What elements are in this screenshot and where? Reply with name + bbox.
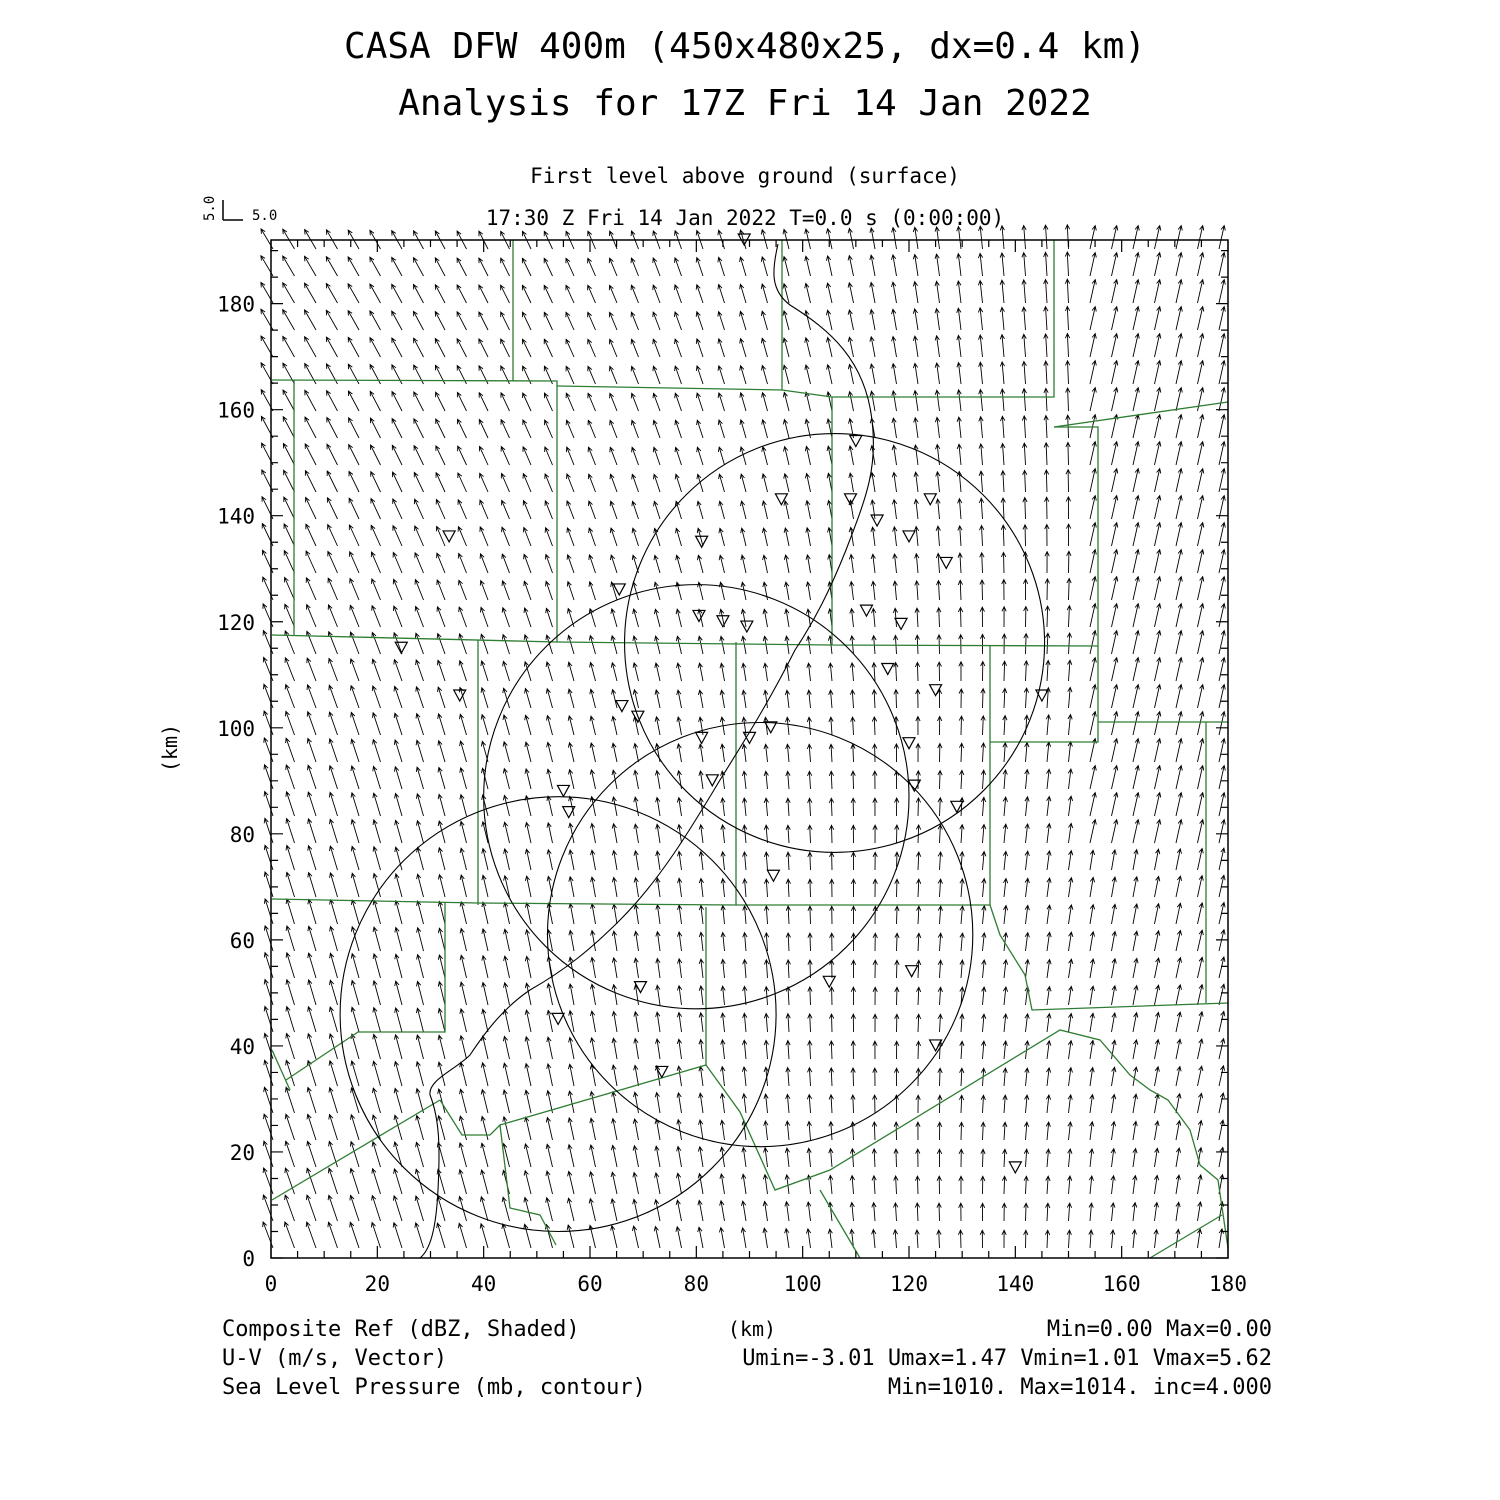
y-tick-label: 60 <box>229 928 255 953</box>
county-boundary <box>557 240 1054 397</box>
station-marker <box>767 870 779 881</box>
x-tick-label: 40 <box>471 1272 497 1296</box>
y-tick-label: 180 <box>217 292 255 317</box>
y-tick-label: 120 <box>217 610 255 635</box>
county-boundary <box>1150 1215 1222 1258</box>
station-marker <box>706 775 718 786</box>
county-boundary <box>557 642 832 645</box>
station-marker <box>443 531 455 542</box>
x-tick-label: 60 <box>577 1272 603 1296</box>
station-marker <box>741 621 753 632</box>
wind-vectors <box>261 225 1225 1248</box>
county-boundary <box>1054 402 1228 427</box>
station-marker <box>850 435 862 446</box>
y-tick-label: 0 <box>242 1247 255 1271</box>
legend-left-3: Sea Level Pressure (mb, contour) <box>222 1375 646 1400</box>
y-tick-labels <box>217 293 255 1271</box>
legend-left-2: U-V (m/s, Vector) <box>222 1346 448 1371</box>
reference-vector-v-label: 5.0 <box>202 195 218 221</box>
county-boundary <box>820 1190 860 1258</box>
station-marker <box>616 701 628 712</box>
y-tick-label: 80 <box>229 822 255 847</box>
title-line1: CASA DFW 400m (450x480x25, dx=0.4 km) <box>344 26 1146 67</box>
station-marker <box>557 785 569 796</box>
legend-right-3: Min=1010. Max=1014. inc=4.000 <box>887 1375 1272 1400</box>
subtitle-level: First level above ground (surface) <box>530 164 960 188</box>
station-marker <box>552 1013 564 1024</box>
station-marker <box>823 976 835 987</box>
wind-vector-arrows <box>261 225 1225 1248</box>
y-tick-label: 140 <box>217 504 255 529</box>
reference-vector <box>202 196 277 224</box>
station-marker <box>903 531 915 542</box>
legend-left-1: Composite Ref (dBZ, Shaded) <box>222 1317 580 1342</box>
y-tick-label: 40 <box>229 1034 255 1059</box>
station-marker <box>693 610 705 621</box>
title-line2: Analysis for 17Z Fri 14 Jan 2022 <box>398 83 1092 124</box>
x-tick-labels <box>265 1272 1247 1296</box>
county-boundary <box>500 1030 1228 1248</box>
x-axis-label: (km) <box>727 1317 777 1341</box>
county-boundary <box>832 397 1098 646</box>
reference-vector-u-label: 5.0 <box>252 208 278 224</box>
county-boundary <box>272 1050 290 1090</box>
x-tick-label: 140 <box>996 1272 1035 1296</box>
station-marker <box>1009 1162 1021 1173</box>
station-marker <box>860 605 872 616</box>
station-marker <box>744 732 756 743</box>
legend-right-2: Umin=-3.01 Umax=1.47 Vmin=1.01 Vmax=5.62 <box>742 1346 1272 1371</box>
station-marker <box>882 663 894 674</box>
legend-right-1: Min=0.00 Max=0.00 <box>1046 1317 1272 1342</box>
radar-coverage-circle <box>340 797 776 1232</box>
station-marker <box>871 515 883 526</box>
subtitle-time: 17:30 Z Fri 14 Jan 2022 T=0.0 s (0:00:00) <box>485 206 1005 230</box>
x-tick-label: 20 <box>364 1272 390 1296</box>
y-tick-label: 160 <box>217 398 255 423</box>
x-tick-label: 180 <box>1209 1272 1247 1296</box>
x-tick-label: 100 <box>783 1272 822 1296</box>
y-tick-label: 100 <box>217 716 255 741</box>
x-tick-label: 0 <box>264 1272 278 1296</box>
radar-coverage-circles <box>340 434 1044 1232</box>
station-marker <box>940 557 952 568</box>
station-marker <box>924 494 936 505</box>
station-marker <box>903 738 915 749</box>
y-axis-label: (km) <box>158 723 182 773</box>
x-tick-label: 80 <box>683 1272 709 1296</box>
station-marker <box>696 732 708 743</box>
station-marker <box>895 618 907 629</box>
x-tick-label: 160 <box>1102 1272 1141 1296</box>
y-tick-label: 20 <box>229 1140 255 1165</box>
x-tick-label: 120 <box>890 1272 928 1296</box>
station-marker <box>906 966 918 977</box>
